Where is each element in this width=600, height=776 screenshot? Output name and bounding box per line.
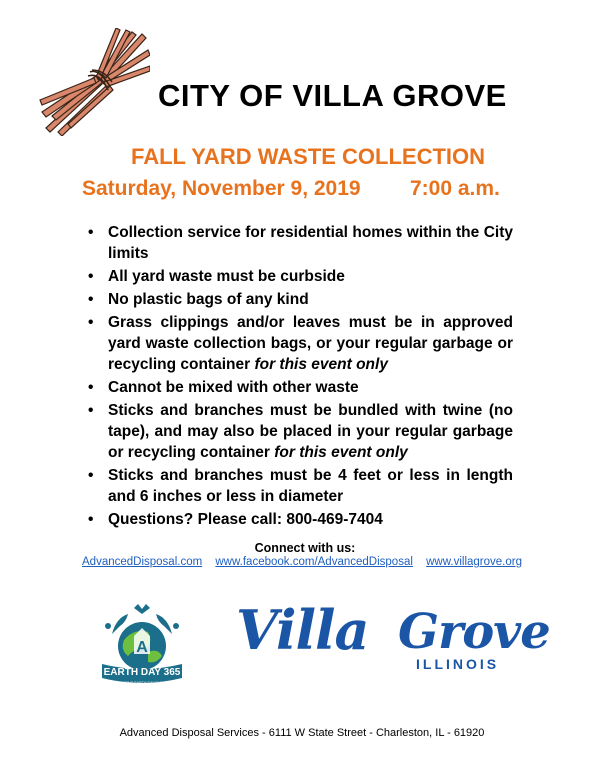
villa-grove-logo-word1: Villa — [236, 598, 369, 662]
stick-bundle-icon — [38, 28, 150, 136]
rules-list — [88, 222, 513, 532]
footer-address: Advanced Disposal Services - 6111 W State Street - Charleston, IL - 61920 — [119, 727, 485, 739]
villagrove-link[interactable]: www.villagrove.org — [426, 556, 522, 568]
list-item: • Questions? Please call: 800-469-7404 — [88, 509, 513, 530]
list-item: • Sticks and branches must be 4 feet or less in length and 6 inches or less in diameter — [88, 465, 513, 507]
page-title: CITY OF VILLA GROVE — [158, 78, 507, 113]
list-item: • All yard waste must be curbside — [88, 266, 513, 287]
connect-label: Connect with us: — [254, 541, 356, 555]
svg-text:A: A — [136, 639, 148, 656]
list-item: • Grass clippings and/or leaves must be in approved yard waste collection bags, or your regular garbage or recycling container for this event only — [88, 312, 513, 375]
list-item: • Cannot be mixed with other waste — [88, 377, 513, 398]
list-item: • No plastic bags of any kind — [88, 289, 513, 310]
event-date: Saturday, November 9, 2019 — [82, 177, 361, 200]
event-title: FALL YARD WASTE COLLECTION — [130, 144, 486, 169]
earth-day-365-logo — [94, 604, 190, 688]
facebook-link[interactable]: www.facebook.com/AdvancedDisposal — [215, 556, 413, 568]
event-time: 7:00 a.m. — [410, 177, 500, 200]
list-item: • Collection service for residential homes within the City limits — [88, 222, 513, 264]
svg-text:CELEBRATING EARTH DAY EVERY DA: CELEBRATING EARTH DAY EVERY DAY — [108, 681, 176, 685]
villa-grove-logo-state: ILLINOIS — [416, 656, 500, 672]
svg-text:EARTH DAY 365: EARTH DAY 365 — [103, 667, 181, 678]
social-links — [0, 556, 600, 568]
advanced-disposal-link[interactable]: AdvancedDisposal.com — [82, 556, 203, 568]
list-item: • Sticks and branches must be bundled with twine (no tape), and may also be placed in your regular garbage or recycling container for this event only — [88, 400, 513, 463]
villa-grove-logo-word2: Grove — [398, 604, 550, 660]
